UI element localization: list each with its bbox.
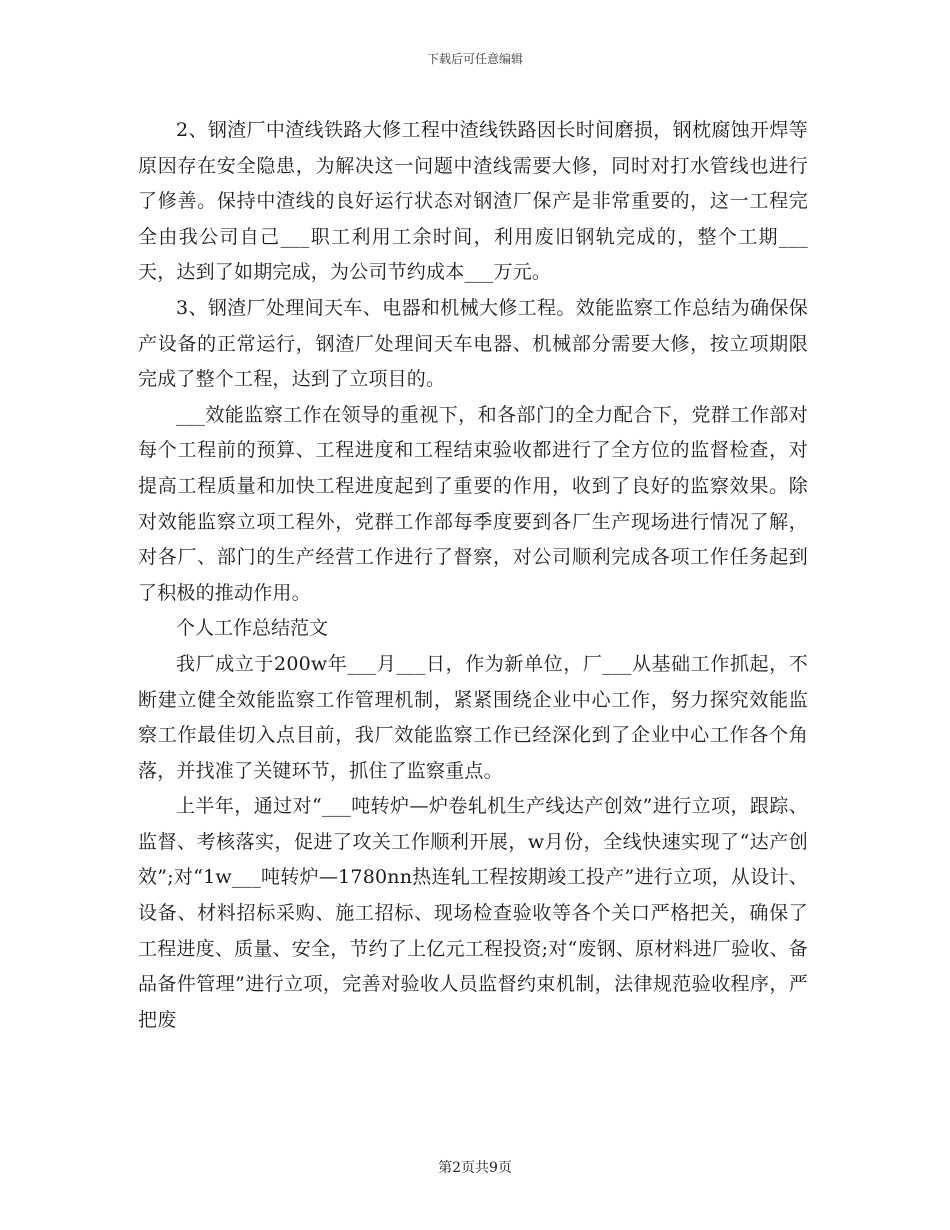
document-body [138,113,808,1038]
page-footer: 第2页共9页 [438,1160,512,1176]
section-heading: 个人工作总结范文 [176,617,329,640]
page-header: 下载后可任意编辑 [426,52,523,66]
paragraph-first-half: 上半年，通过对“___吨转炉—炉卷轧机生产线达产创效”进行立项，跟踪、监督、考核落实，促进了攻关工作顺利开展，w月份，全线快速实现了“达产创效”;对“1w___吨转炉—1780nn热连轧工程按期竣工投产”进行立项，从设计、设备、材料招标采购、施工招标、现场检查验收等各个关口严格把关，确保了工程进度、质量、安全，节约了上亿元工程投资;对“废钢、原材料进厂验收、备品备件管理”进行立项，完善对验收人员监督约束机制，法律规范验收程序，严把废 [138,795,808,1031]
paragraph-item-3: 3、钢渣厂处理间天车、电器和机械大修工程。效能监察工作总结为确保保产设备的正常运行，钢渣厂处理间天车电器、机械部分需要大修，按立项期限完成了整个工程，达到了立项目的。 [138,296,808,391]
paragraph-summary: ___效能监察工作在领导的重视下，和各部门的全力配合下，党群工作部对每个工程前的预算、工程进度和工程结束验收都进行了全方位的监督检查，对提高工程质量和加快工程进度起到了重要的作用，收到了良好的监察效果。除对效能监察立项工程外，党群工作部每季度要到各厂生产现场进行情况了解，对各厂、部门的生产经营工作进行了督察，对公司顺利完成各项工作任务起到了积极的推动作用。 [138,403,808,604]
paragraph-item-2: 2、钢渣厂中渣线铁路大修工程中渣线铁路因长时间磨损，钢枕腐蚀开焊等原因存在安全隐患，为解决这一问题中渣线需要大修，同时对打水管线也进行了修善。保持中渣线的良好运行状态对钢渣厂保产是非常重要的，这一工程完全由我公司自己___职工利用工余时间，利用废旧钢轨完成的，整个工期___天，达到了如期完成，为公司节约成本___万元。 [138,119,808,284]
paragraph-intro: 我厂成立于200w年___月___日，作为新单位，厂___从基础工作抓起，不断建立健全效能监察工作管理机制，紧紧围绕企业中心工作，努力探究效能监察工作最佳切入点目前，我厂效能监察工作已经深化到了企业中心工作各个角落，并找准了关键环节，抓住了监察重点。 [138,652,808,782]
